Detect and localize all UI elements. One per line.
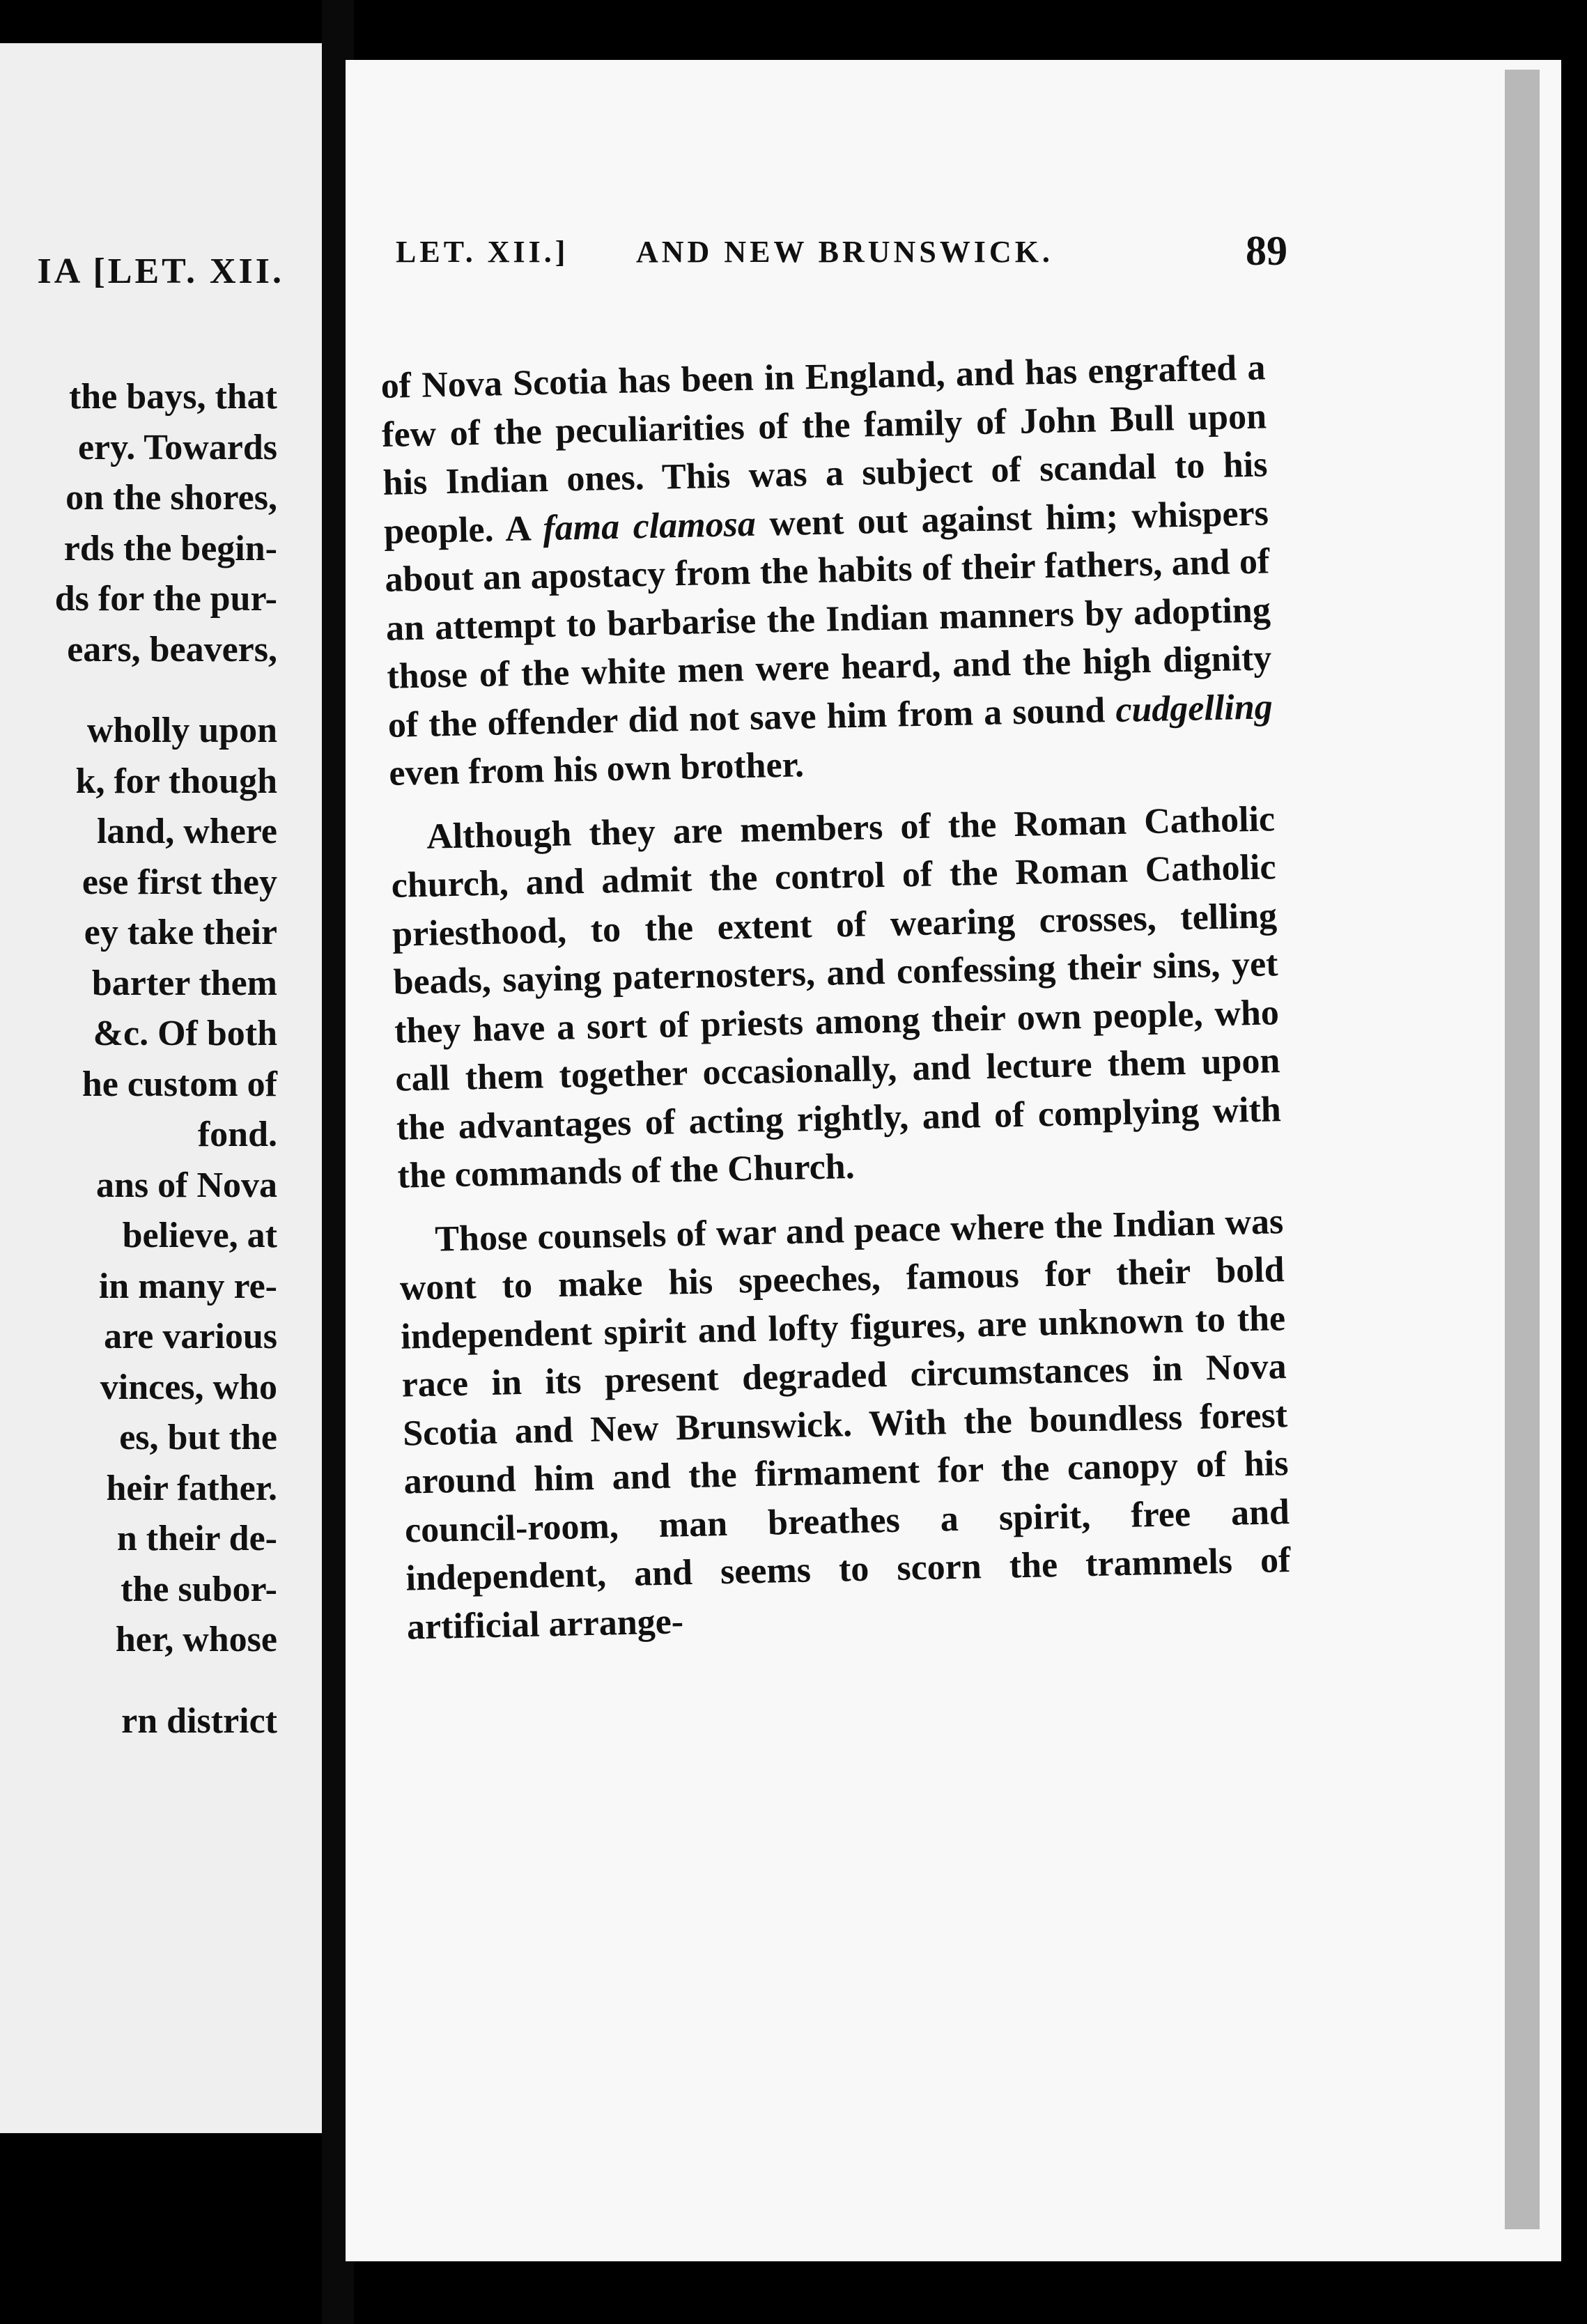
left-page-line: &c. Of both: [93, 1014, 277, 1053]
left-page-line: he custom of: [82, 1064, 277, 1104]
page-number: 89: [1246, 228, 1287, 274]
page-edge: [1505, 70, 1540, 2229]
body-text: [380, 343, 1292, 1651]
left-page-line: in many re-: [98, 1266, 277, 1306]
left-page-line: wholly upon: [86, 711, 277, 750]
italic-phrase: fama clamosa: [542, 504, 757, 548]
left-page-line: k, for though: [75, 761, 277, 801]
left-page-line: are various: [104, 1317, 277, 1356]
left-page-line: es, but the: [119, 1418, 277, 1457]
left-page-line: believe, at: [122, 1216, 277, 1255]
paragraph-2: Although they are members of the Roman Catholic church, and admit the control of the Roman Catholic priesthood, to the extent of wearing crosses, telling beads, saying paternosters, and confessing their sins, yet they have a sort of priests among their own people, who call them together occasionally, and lecture them upon the advantages of acting rightly, and of complying with the commands of the Church.: [391, 798, 1282, 1196]
left-page-line: vinces, who: [100, 1367, 277, 1407]
left-page-line: ears, beavers,: [67, 629, 277, 669]
left-running-header: IA [LET. XII.: [37, 251, 284, 291]
left-page-line: [0, 1666, 277, 1696]
paragraph-1-text-end: even from his own brother.: [388, 745, 805, 793]
left-page-line: rn district: [121, 1701, 277, 1741]
left-page-line: ds for the pur-: [54, 579, 277, 619]
left-page-line: [0, 675, 277, 706]
left-page-line: heir father.: [106, 1468, 277, 1508]
left-page-line: her, whose: [115, 1620, 277, 1659]
left-page-line: the subor-: [121, 1569, 277, 1609]
running-header: [396, 227, 1287, 283]
paragraph-1-text-cont: went out against him; whispers about an apostacy from the habits of their fathers, and of an attempt to barbarise the Indian manners by adopting those of the white men were heard, and the high dignity of the offender did not save him from a sound: [384, 493, 1272, 745]
left-page-line: ans of Nova: [95, 1165, 277, 1205]
left-page-line: land, where: [96, 812, 277, 851]
left-page-line: on the shores,: [65, 478, 277, 518]
left-page-line: fond.: [197, 1115, 277, 1154]
left-page-line: rds the begin-: [63, 528, 277, 568]
left-page-line: barter them: [91, 963, 277, 1003]
paragraph-1: [380, 343, 1274, 798]
left-page-text: [0, 372, 277, 1746]
left-page-line: the bays, that: [68, 377, 277, 417]
left-page: [0, 43, 322, 2133]
letter-reference: LET. XII.]: [396, 235, 569, 269]
running-title: AND NEW BRUNSWICK.: [636, 235, 1053, 269]
paragraph-1-text: of Nova Scotia has been in England, and has engrafted a few of the peculiarities of the family of John Bull upon his Indian ones. This was a subject of scandal to his people. A: [380, 348, 1268, 552]
italic-word: cudgelling: [1115, 686, 1274, 730]
left-page-line: ey take their: [84, 913, 277, 952]
paragraph-3: Those counsels of war and peace where the Indian was wont to make his speeches, famous for their bold independent spirit and lofty figures, are unknown to the race in its present degraded circumstances in Nova Scotia and New Brunswick. With the boundless forest around him and the firmament for the canopy of his council-room, man breathes a spirit, free and independent, and seems to scorn the trammels of artificial arrange-: [399, 1201, 1291, 1648]
left-page-line: ery. Towards: [77, 427, 277, 467]
left-page-line: ese first they: [82, 862, 277, 902]
left-page-line: n their de-: [116, 1519, 277, 1558]
